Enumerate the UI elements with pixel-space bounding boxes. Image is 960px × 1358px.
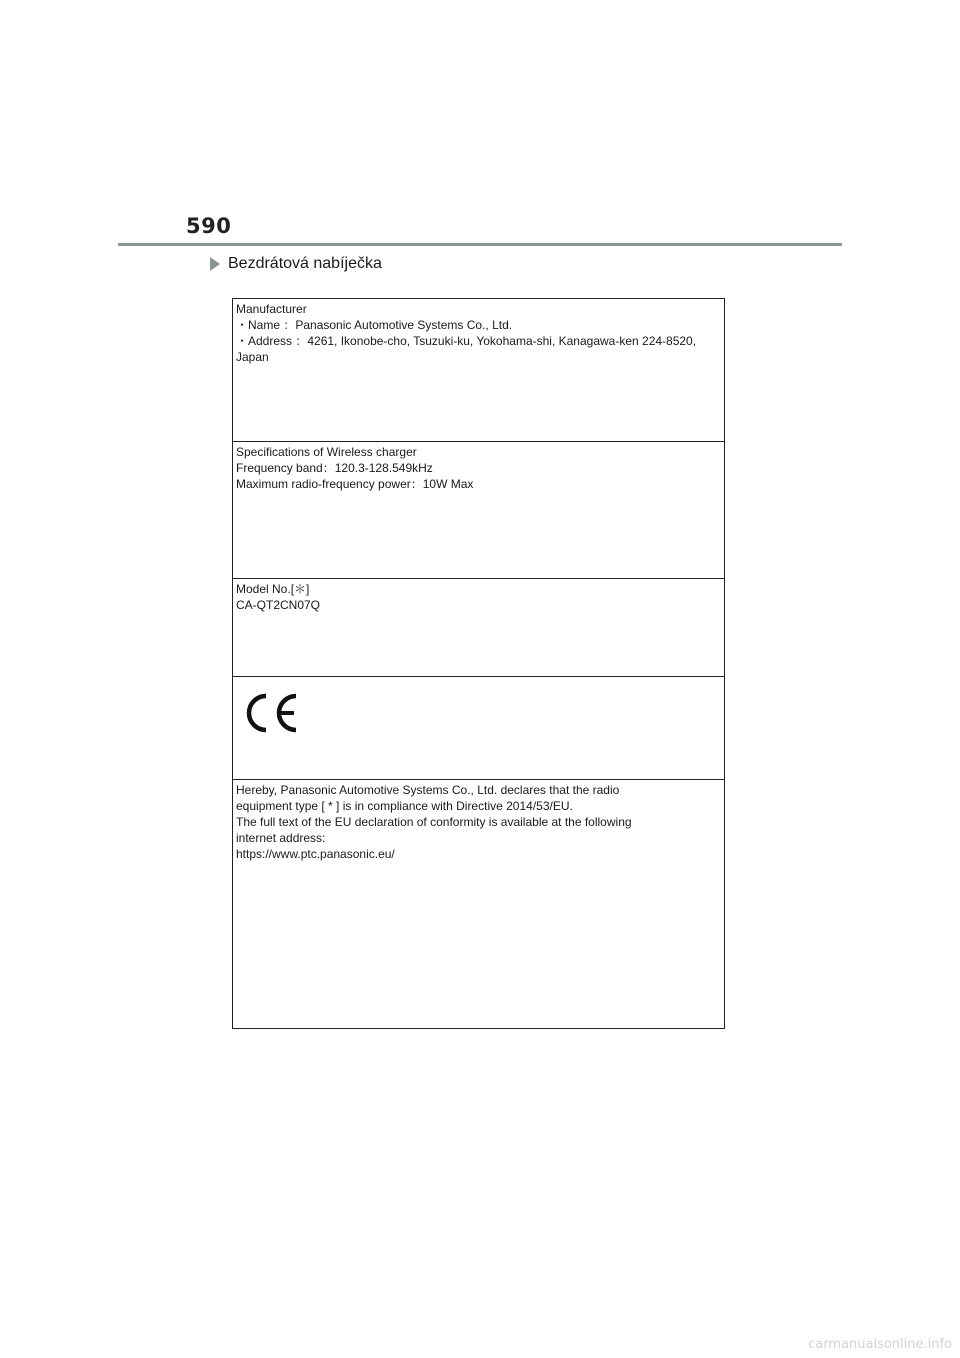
declaration-line-4: internet address: [236,831,326,845]
declaration-url: https://www.ptc.panasonic.eu/ [236,847,395,861]
page-number: 590 [186,214,232,238]
manufacturer-section [233,299,724,442]
manufacturer-name: ・Name ：Panasonic Automotive Systems Co., Ltd. [236,318,513,332]
manufacturer-address: ・Address ：4261, Ikonobe-cho, Tsuzuki-ku, Yokohama-shi, Kanagawa-ken 224-8520, [236,334,697,348]
declaration-line-3: The full text of the EU declaration of conformity is available at the following [236,815,632,829]
triangle-arrow-icon [210,257,220,271]
header-rule [118,243,842,246]
specs-section [233,442,724,579]
model-section [233,579,724,677]
frequency-band: Frequency band：120.3-128.549kHz [236,461,433,475]
ce-mark-icon [244,693,300,733]
model-label: Model No.[＊] [236,582,310,596]
manufacturer-address-cont: Japan [236,350,269,364]
watermark: carmanualsonline.info [808,1337,952,1352]
declaration-line-1: Hereby, Panasonic Automotive Systems Co., Ltd. declares that the radio [236,783,620,797]
regulatory-label-box [232,298,725,1029]
declaration-line-2: equipment type [ * ] is in compliance with Directive 2014/53/EU. [236,799,573,813]
manufacturer-heading: Manufacturer [236,302,307,316]
declaration-section [233,780,724,1028]
ce-section [233,677,724,780]
section-title: Bezdrátová nabíječka [228,255,382,272]
specs-heading: Specifications of Wireless charger [236,445,417,459]
model-number: CA-QT2CN07Q [236,598,321,612]
section-heading [210,255,382,273]
max-rf-power: Maximum radio-frequency power：10W Max [236,477,474,491]
